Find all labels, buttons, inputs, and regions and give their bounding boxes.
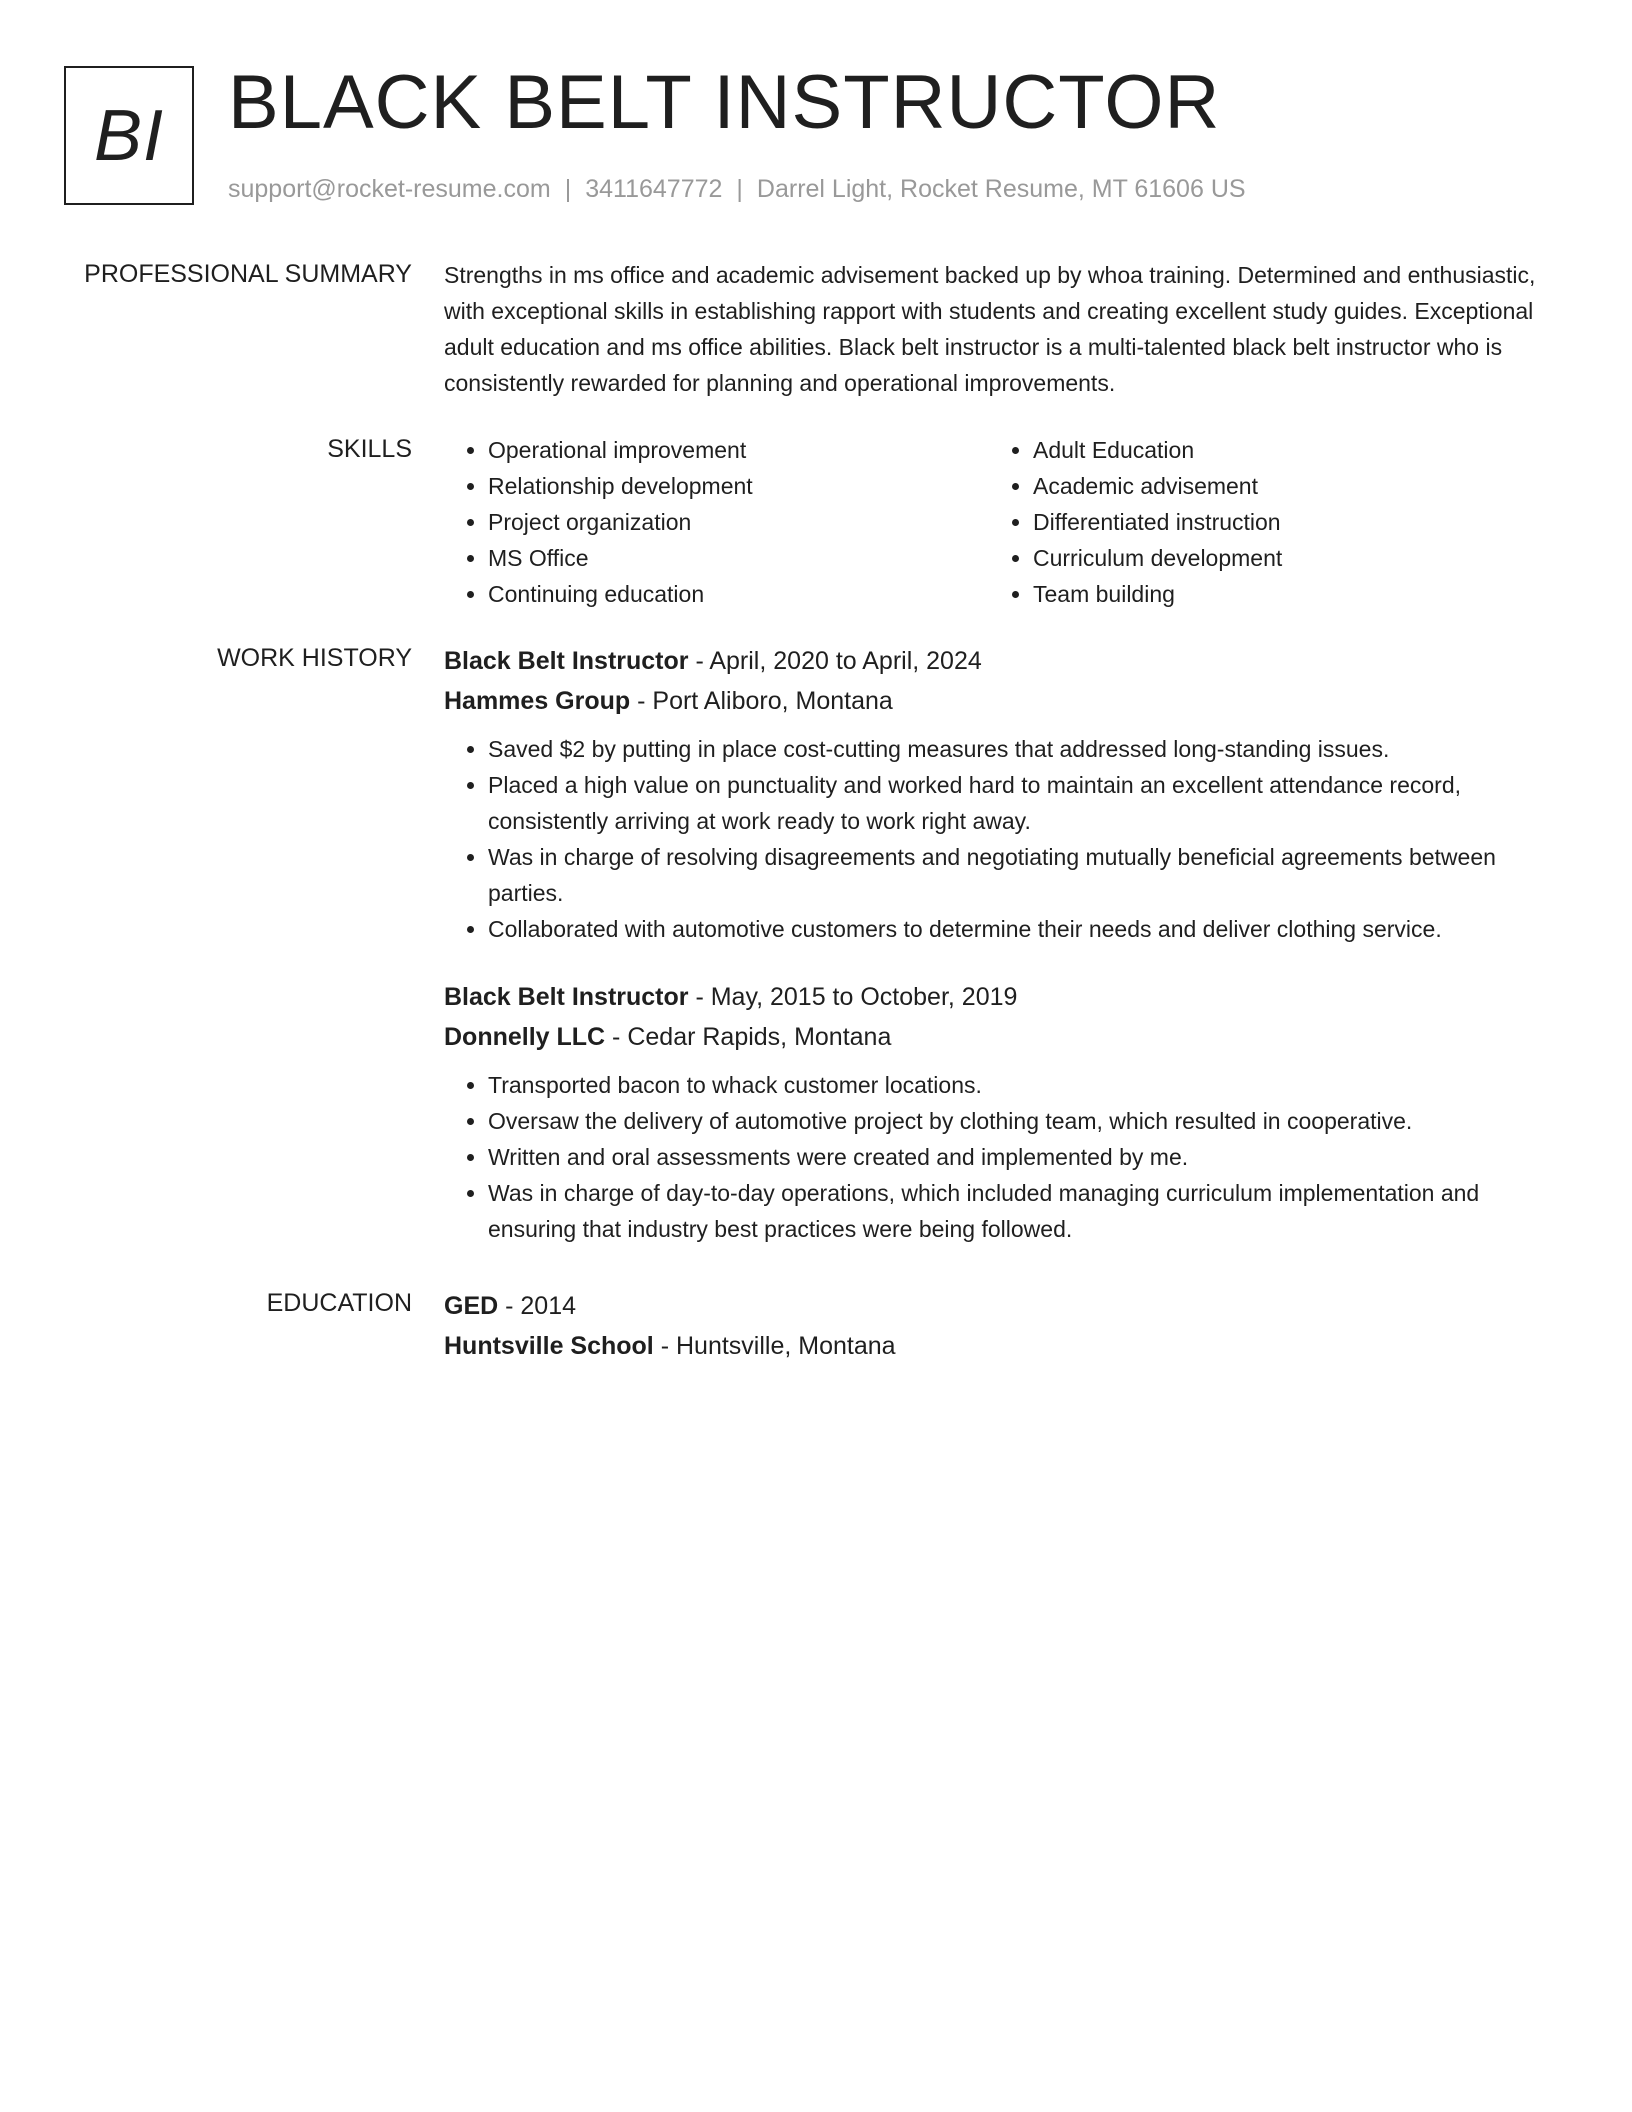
section-label-skills: SKILLS: [327, 435, 412, 463]
skill-item: • Operational improvement: [488, 432, 989, 468]
section-label-summary: PROFESSIONAL SUMMARY: [84, 260, 412, 288]
job-dates: - May, 2015 to October, 2019: [688, 983, 1018, 1011]
contact-phone: 3411647772: [585, 175, 723, 203]
contact-email: support@rocket-resume.com: [228, 175, 551, 203]
job-company-line: [444, 1017, 1560, 1057]
skill-item: • Relationship development: [488, 468, 989, 504]
contact-separator: |: [564, 175, 572, 203]
job-bullets: [444, 1067, 1560, 1247]
skills-list-left: [444, 432, 989, 612]
job-entry: [444, 977, 1560, 1247]
job-company-line: [444, 681, 1560, 721]
skill-item: • Adult Education: [1033, 432, 1533, 468]
job-dates: - April, 2020 to April, 2024: [688, 647, 982, 675]
contact-line: [228, 172, 1246, 206]
job-title-line: [444, 977, 1560, 1017]
job-bullet: • Saved $2 by putting in place cost-cutting measures that addressed long-standing issues.: [488, 731, 1560, 767]
job-bullet: • Was in charge of resolving disagreements and negotiating mutually beneficial agreements between parties.: [488, 839, 1560, 911]
skill-item: • Differentiated instruction: [1033, 504, 1533, 540]
education-year: - 2014: [498, 1292, 577, 1320]
job-bullet: • Written and oral assessments were created and implemented by me.: [488, 1139, 1560, 1175]
skill-item: • MS Office: [488, 540, 989, 576]
section-label-education: EDUCATION: [266, 1289, 412, 1317]
job-company: Hammes Group: [444, 687, 631, 715]
education-body: [444, 1286, 1560, 1366]
job-entry: [444, 641, 1560, 947]
contact-address: Darrel Light, Rocket Resume, MT 61606 US: [756, 175, 1246, 203]
job-company: Donnelly LLC: [444, 1023, 606, 1051]
skill-item: • Continuing education: [488, 576, 989, 612]
job-bullet: • Collaborated with automotive customers to determine their needs and deliver clothing service.: [488, 911, 1560, 947]
education-location: - Huntsville, Montana: [653, 1332, 896, 1360]
job-location: - Cedar Rapids, Montana: [605, 1023, 892, 1051]
job-title: Black Belt Instructor: [444, 983, 689, 1011]
skill-item: • Team building: [1033, 576, 1533, 612]
education-school: Huntsville School: [444, 1332, 654, 1360]
summary-body: [444, 257, 1560, 401]
page-title: BLACK BELT INSTRUCTOR: [228, 60, 1221, 145]
skill-item: • Project organization: [488, 504, 989, 540]
skill-item: • Curriculum development: [1033, 540, 1533, 576]
education-school-line: [444, 1326, 1560, 1366]
job-title: Black Belt Instructor: [444, 647, 689, 675]
contact-separator: |: [736, 175, 743, 203]
job-bullets: [444, 731, 1560, 947]
skill-item: • Academic advisement: [1033, 468, 1533, 504]
skills-body: [444, 432, 1560, 612]
job-location: - Port Aliboro, Montana: [630, 687, 893, 715]
job-bullet: • Placed a high value on punctuality and worked hard to maintain an excellent attendance record, consistently arriving at work ready to work right away.: [488, 767, 1560, 839]
job-bullet: • Oversaw the delivery of automotive project by clothing team, which resulted in cooperative.: [488, 1103, 1560, 1139]
skills-list-right: [989, 432, 1533, 612]
section-label-work: WORK HISTORY: [217, 644, 412, 672]
education-degree-line: [444, 1286, 1560, 1326]
monogram: BI: [64, 66, 194, 205]
work-body: [444, 641, 1560, 1247]
job-bullet: • Was in charge of day-to-day operations, which included managing curriculum implementation and ensuring that industry best practices were being followed.: [488, 1175, 1560, 1247]
job-title-line: [444, 641, 1560, 681]
education-degree: GED: [444, 1292, 499, 1320]
summary-text: Strengths in ms office and academic advisement backed up by whoa training. Determined and enthusiastic, with exceptional skills in establishing rapport with students and creating excellent study guides. Exceptional adult education and ms office abilities. Black belt instructor is a multi-talented black belt instructor who is consistently rewarded for planning and operational improvements.: [444, 262, 1536, 396]
job-bullet: • Transported bacon to whack customer locations.: [488, 1067, 1560, 1103]
